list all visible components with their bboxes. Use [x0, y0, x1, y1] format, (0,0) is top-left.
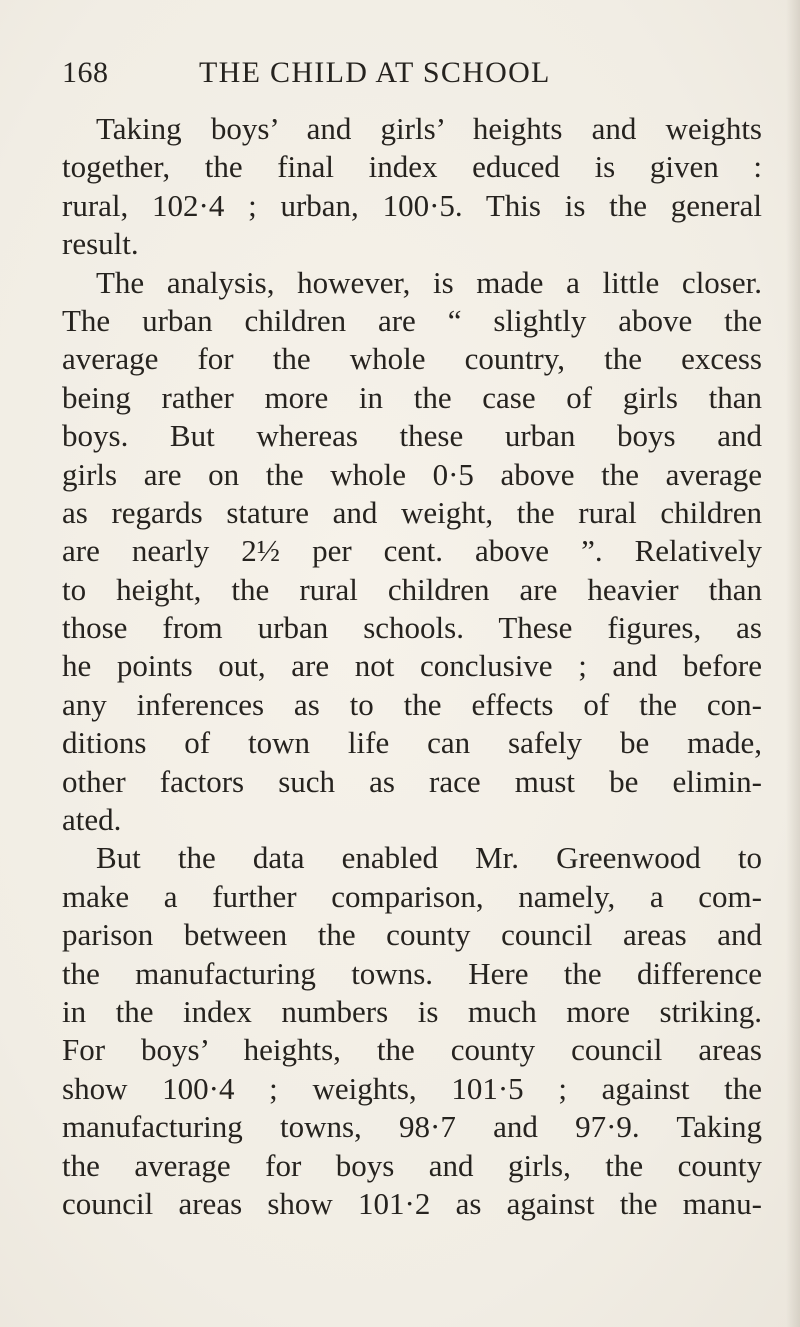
page-header	[62, 52, 746, 96]
text-line: show 100·4 ; weights, 101·5 ; against the	[62, 1070, 762, 1106]
text-line: But the data enabled Mr. Greenwood to	[96, 840, 762, 876]
text-line: to height, the rural children are heavier than	[62, 571, 762, 607]
text-line: parison between the county council areas and	[62, 917, 762, 953]
text-line: as regards stature and weight, the rural children	[62, 494, 762, 530]
text-line: manufacturing towns, 98·7 and 97·9. Taking	[62, 1109, 762, 1145]
body-text	[62, 110, 762, 1223]
text-line: any inferences as to the effects of the con-	[62, 686, 762, 722]
text-line: in the index numbers is much more striking.	[62, 993, 762, 1029]
page-number: 168	[62, 56, 109, 89]
text-line: For boys’ heights, the county council areas	[62, 1032, 762, 1068]
text-line: average for the whole country, the excess	[62, 341, 762, 377]
running-head: THE CHILD AT SCHOOL	[199, 56, 551, 89]
page-edge-shadow	[786, 0, 800, 1327]
text-line: being rather more in the case of girls than	[62, 379, 762, 415]
text-line: the average for boys and girls, the county	[62, 1147, 762, 1183]
text-line: The analysis, however, is made a little closer.	[96, 264, 762, 300]
text-line: the manufacturing towns. Here the difference	[62, 955, 762, 991]
text-line: ated.	[62, 802, 122, 838]
text-line: ditions of town life can safely be made,	[62, 725, 762, 761]
text-line: girls are on the whole 0·5 above the average	[62, 456, 762, 492]
text-line: make a further comparison, namely, a com-	[62, 878, 762, 914]
text-line: result.	[62, 226, 139, 262]
text-line: other factors such as race must be elimin-	[62, 763, 762, 799]
text-line: The urban children are “ slightly above the	[62, 302, 762, 338]
text-line: council areas show 101·2 as against the manu-	[62, 1185, 762, 1221]
text-line: rural, 102·4 ; urban, 100·5. This is the general	[62, 187, 762, 223]
text-line: he points out, are not conclusive ; and before	[62, 648, 762, 684]
text-line: are nearly 2½ per cent. above ”. Relatively	[62, 533, 762, 569]
text-line: those from urban schools. These figures, as	[62, 610, 762, 646]
text-line: Taking boys’ and girls’ heights and weights	[96, 111, 762, 146]
text-line: together, the final index educed is given :	[62, 149, 762, 185]
text-line: boys. But whereas these urban boys and	[62, 418, 762, 454]
